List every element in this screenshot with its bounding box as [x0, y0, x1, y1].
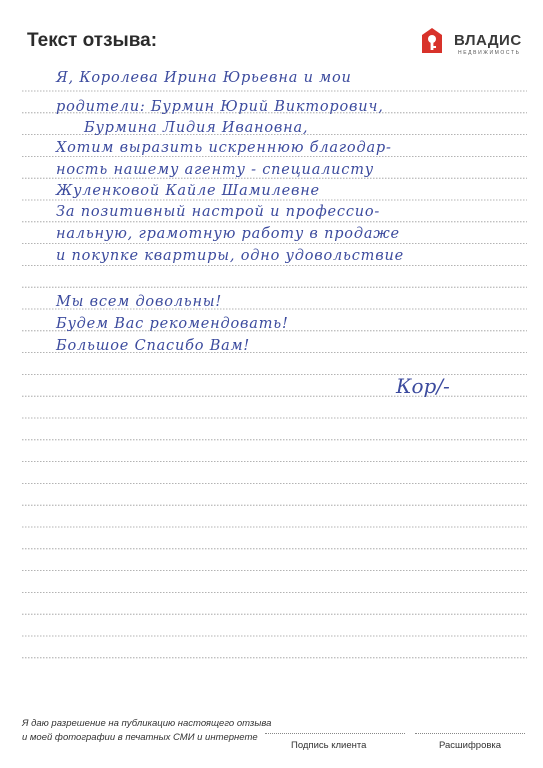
client-signature-label: Подпись клиента	[291, 740, 367, 751]
handwritten-line: Мы всем довольны!	[56, 294, 223, 310]
handwritten-line: родители: Бурмин Юрий Викторович,	[56, 99, 384, 115]
form-title: Текст отзыва:	[27, 30, 158, 51]
handwritten-line: Жуленковой Кайле Шамилевне	[56, 183, 320, 199]
decoding-line	[415, 733, 525, 734]
handwritten-line: Будем Вас рекомендовать!	[56, 316, 289, 332]
handwritten-line: Хотим выразить искреннюю благодар-	[56, 140, 392, 156]
handwritten-line: ность нашему агенту - специалисту	[56, 162, 374, 178]
consent-line: Я даю разрешение на публикацию настоящего отзыва	[22, 718, 272, 729]
handwritten-line: нальную, грамотную работу в продаже	[56, 226, 400, 242]
client-signature-line	[265, 733, 405, 734]
publication-consent	[22, 717, 271, 745]
handwritten-line: и покупке квартиры, одно удовольствие	[56, 248, 404, 264]
decoding-label: Расшифровка	[439, 740, 502, 751]
handwritten-line: Большое Спасибо Вам!	[56, 338, 251, 354]
logo-subtitle: НЕДВИЖИМОСТЬ	[458, 50, 521, 56]
handwritten-line: Бурмина Лидия Ивановна,	[84, 120, 309, 136]
handwritten-line: Я, Королева Ирина Юрьевна и мои	[56, 70, 352, 86]
handwritten-signature: Кор/-	[396, 374, 450, 398]
consent-line: и моей фотографии в печатных СМИ и интернете	[22, 732, 258, 743]
logo-name: ВЛАДИС	[454, 32, 522, 49]
handwritten-line: За позитивный настрой и профессио-	[56, 204, 381, 220]
